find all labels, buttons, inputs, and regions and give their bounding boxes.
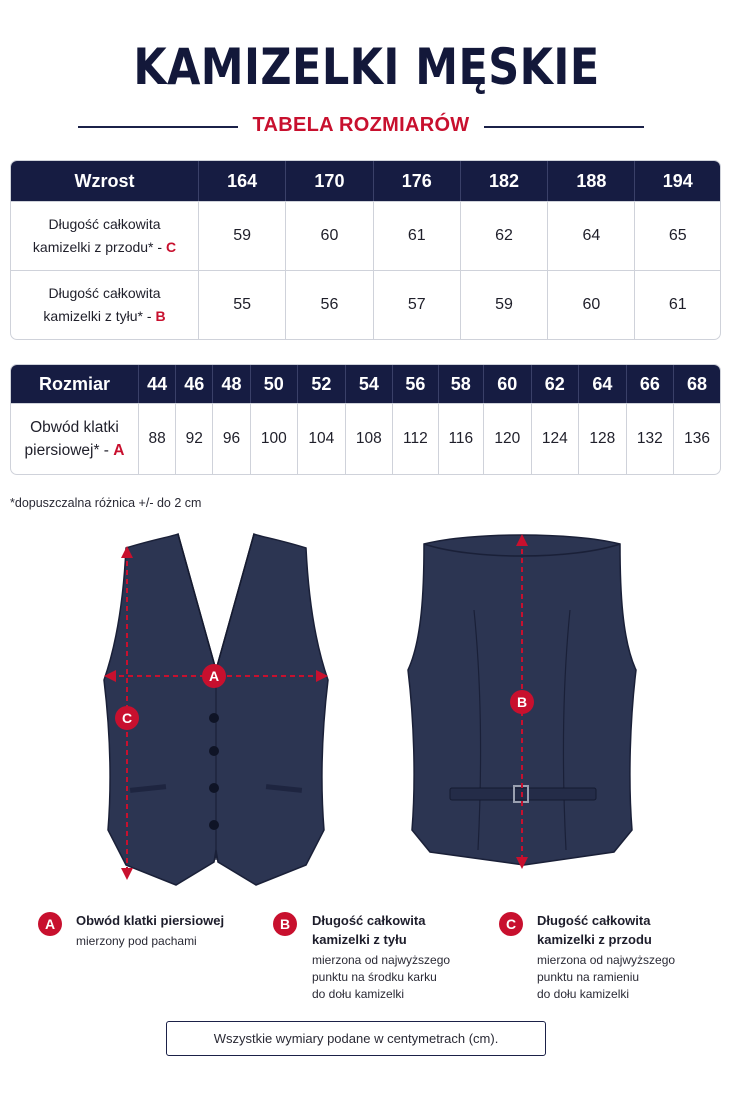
divider-right xyxy=(484,126,644,128)
column-header: 176 xyxy=(374,161,461,201)
marker-c-label: C xyxy=(121,710,133,726)
table-cell: 96 xyxy=(213,403,250,474)
column-header: 66 xyxy=(627,365,675,403)
table-cell: 104 xyxy=(298,403,346,474)
column-header: 194 xyxy=(635,161,720,201)
column-header: 58 xyxy=(439,365,484,403)
chest-size-table xyxy=(10,364,721,475)
table-cell: 60 xyxy=(548,270,635,339)
table-row xyxy=(11,403,720,474)
table-cell: 61 xyxy=(635,270,720,339)
legend-desc: do dołu kamizelki xyxy=(537,987,630,1001)
units-footer-note: Wszystkie wymiary podane w centymetrach (cm). xyxy=(166,1021,546,1056)
column-header: 48 xyxy=(213,365,250,403)
table-cell: 120 xyxy=(484,403,532,474)
table-cell: 56 xyxy=(286,270,373,339)
height-size-table xyxy=(10,160,721,340)
table-cell: 132 xyxy=(627,403,675,474)
column-header: 188 xyxy=(548,161,635,201)
subtitle-row xyxy=(78,112,644,140)
legend-desc: mierzona od najwyższego xyxy=(312,953,451,967)
table-cell: 55 xyxy=(199,270,286,339)
legend-badge-b: B xyxy=(273,912,297,936)
column-header: 170 xyxy=(286,161,373,201)
row-label-line1: Długość całkowita xyxy=(48,216,161,232)
row-label xyxy=(11,403,139,474)
table-cell: 92 xyxy=(176,403,213,474)
page-subtitle: TABELA ROZMIARÓW xyxy=(252,114,470,136)
table-row xyxy=(11,270,720,339)
legend-desc: do dołu kamizelki xyxy=(312,987,405,1001)
row-label-line2: piersiowej* - xyxy=(24,442,114,459)
row-marker: B xyxy=(155,308,166,324)
legend-badge-c: C xyxy=(499,912,523,936)
legend-title: Długość całkowita xyxy=(537,913,651,928)
table-cell: 88 xyxy=(139,403,176,474)
column-header: 64 xyxy=(579,365,627,403)
column-header: 44 xyxy=(139,365,176,403)
vest-button xyxy=(209,746,219,756)
table-cell: 59 xyxy=(461,270,548,339)
table-cell: 136 xyxy=(674,403,720,474)
column-header: 164 xyxy=(199,161,286,201)
marker-a-label: A xyxy=(208,668,220,684)
column-header: 52 xyxy=(298,365,346,403)
table-cell: 64 xyxy=(548,201,635,270)
page-title: KAMIZELKI MĘSKIE xyxy=(133,38,600,96)
table-cell: 65 xyxy=(635,201,720,270)
legend-desc: mierzony pod pachami xyxy=(76,934,197,948)
legend-desc: mierzona od najwyższego xyxy=(537,953,676,967)
row-label-line2: kamizelki z tyłu* - xyxy=(43,308,156,324)
row-label-line1: Obwód klatki xyxy=(30,419,119,436)
row-marker: C xyxy=(165,239,177,255)
legend-desc: punktu na ramieniu xyxy=(537,970,640,984)
row-label xyxy=(11,270,199,339)
table-header-row xyxy=(11,365,720,403)
table-cell: 60 xyxy=(286,201,373,270)
column-header: 56 xyxy=(393,365,438,403)
row-marker: A xyxy=(113,442,125,459)
table-cell: 116 xyxy=(439,403,484,474)
table-cell: 59 xyxy=(199,201,286,270)
row-label-line1: Długość całkowita xyxy=(48,285,161,301)
legend-title: Obwód klatki piersiowej xyxy=(76,913,225,928)
table-header-row xyxy=(11,161,720,201)
column-header: 50 xyxy=(251,365,299,403)
table-cell: 124 xyxy=(532,403,580,474)
legend-badge-a: A xyxy=(38,912,62,936)
row-label xyxy=(11,201,199,270)
column-header: 46 xyxy=(176,365,213,403)
table-cell: 61 xyxy=(374,201,461,270)
table-cell: 108 xyxy=(346,403,394,474)
column-header: 54 xyxy=(346,365,394,403)
marker-b-label: B xyxy=(516,694,528,710)
legend-desc: punktu na środku karku xyxy=(312,970,437,984)
table-cell: 62 xyxy=(461,201,548,270)
table-cell: 100 xyxy=(251,403,299,474)
vest-button xyxy=(209,713,219,723)
table-cell: 57 xyxy=(374,270,461,339)
table-cell: 112 xyxy=(393,403,438,474)
column-header: 62 xyxy=(532,365,580,403)
column-header: 60 xyxy=(484,365,532,403)
header-label: Rozmiar xyxy=(11,365,139,403)
legend-title: kamizelki z przodu xyxy=(537,932,652,947)
vest-button xyxy=(209,820,219,830)
column-header: 182 xyxy=(461,161,548,201)
table-cell: 128 xyxy=(579,403,627,474)
table-row xyxy=(11,201,720,270)
header-label: Wzrost xyxy=(11,161,199,201)
tolerance-note: *dopuszczalna różnica +/- do 2 cm xyxy=(10,496,202,510)
vest-front-illustration xyxy=(96,530,336,900)
row-label-line2: kamizelki z przodu* - xyxy=(32,239,166,255)
legend-title: Długość całkowita xyxy=(312,913,426,928)
legend-title: kamizelki z tyłu xyxy=(312,932,407,947)
vest-button xyxy=(209,783,219,793)
vest-back-illustration xyxy=(402,530,642,875)
column-header: 68 xyxy=(674,365,720,403)
